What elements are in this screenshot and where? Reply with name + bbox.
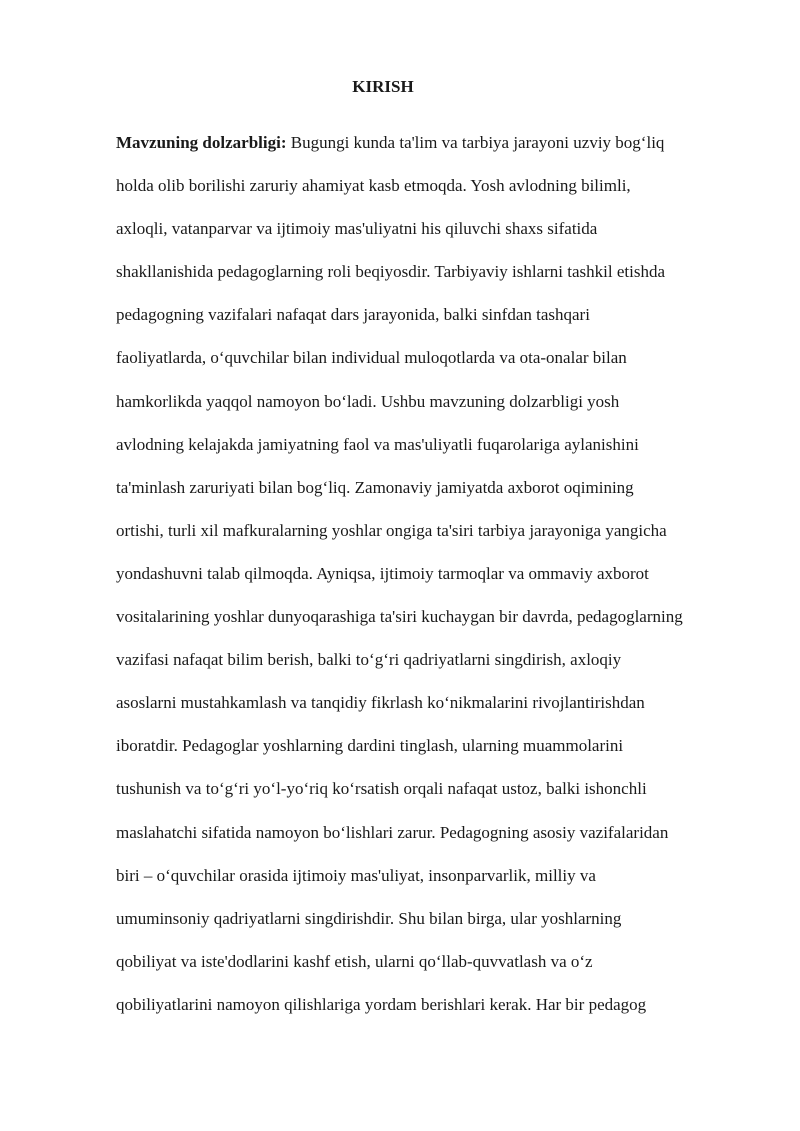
paragraph-line: qobiliyatlarini namoyon qilishlariga yordam berishlari kerak. Har bir pedagog <box>116 994 647 1014</box>
paragraph-line: ortishi, turli xil mafkuralarning yoshlar ongiga ta'siri tarbiya jarayoniga yangicha <box>116 520 667 540</box>
lead-heading: Mavzuning dolzarbligi: <box>116 133 287 152</box>
page-title: KIRISH <box>352 77 414 96</box>
paragraph-line: umuminsoniy qadriyatlarni singdirishdir. Shu bilan birga, ular yoshlarning <box>116 908 622 928</box>
paragraph-line: biri – o‘quvchilar orasida ijtimoiy mas'uliyat, insonparvarlik, milliy va <box>116 865 596 885</box>
paragraph-line: tushunish va to‘g‘ri yo‘l-yo‘riq ko‘rsatish orqali nafaqat ustoz, balki ishonchli <box>116 779 647 799</box>
paragraph-line: axloqli, vatanparvar va ijtimoiy mas'uliyatni his qiluvchi shaxs sifatida <box>116 219 598 239</box>
paragraph-line: pedagogning vazifalari nafaqat dars jarayonida, balki sinfdan tashqari <box>116 305 590 325</box>
paragraph-line: ta'minlash zaruriyati bilan bog‘liq. Zamonaviy jamiyatda axborot oqimining <box>116 477 634 497</box>
paragraph-line: holda olib borilishi zaruriy ahamiyat kasb etmoqda. Yosh avlodning bilimli, <box>116 176 631 196</box>
paragraph-line: faoliyatlarda, o‘quvchilar bilan individual muloqotlarda va ota-onalar bilan <box>116 348 627 368</box>
paragraph-line: hamkorlikda yaqqol namoyon bo‘ladi. Ushbu mavzuning dolzarbligi yosh <box>116 391 620 411</box>
paragraph-line: yondashuvni talab qilmoqda. Ayniqsa, ijtimoiy tarmoqlar va ommaviy axborot <box>116 563 649 583</box>
paragraph-line: maslahatchi sifatida namoyon bo‘lishlari zarur. Pedagogning asosiy vazifalaridan <box>116 822 669 842</box>
paragraph-line: asoslarni mustahkamlash va tanqidiy fikrlash ko‘nikmalarini rivojlantirishdan <box>116 693 645 713</box>
line-text: Bugungi kunda ta'lim va tarbiya jarayoni uzviy bog‘liq <box>286 133 665 152</box>
body-paragraph <box>116 130 756 1035</box>
paragraph-line: avlodning kelajakda jamiyatning faol va mas'uliyatli fuqarolariga aylanishini <box>116 434 639 454</box>
paragraph-line <box>116 130 756 173</box>
paragraph-line: qobiliyat va iste'dodlarini kashf etish, ularni qo‘llab-quvvatlash va o‘z <box>116 951 593 971</box>
paragraph-line: vositalarining yoshlar dunyoqarashiga ta'siri kuchaygan bir davrda, pedagoglarning <box>116 607 683 627</box>
paragraph-line: vazifasi nafaqat bilim berish, balki to‘g‘ri qadriyatlarni singdirish, axloqiy <box>116 650 622 670</box>
paragraph-line: iboratdir. Pedagoglar yoshlarning dardini tinglash, ularning muammolarini <box>116 736 624 756</box>
paragraph-line: shakllanishida pedagoglarning roli beqiyosdir. Tarbiyaviy ishlarni tashkil etishda <box>116 262 666 282</box>
